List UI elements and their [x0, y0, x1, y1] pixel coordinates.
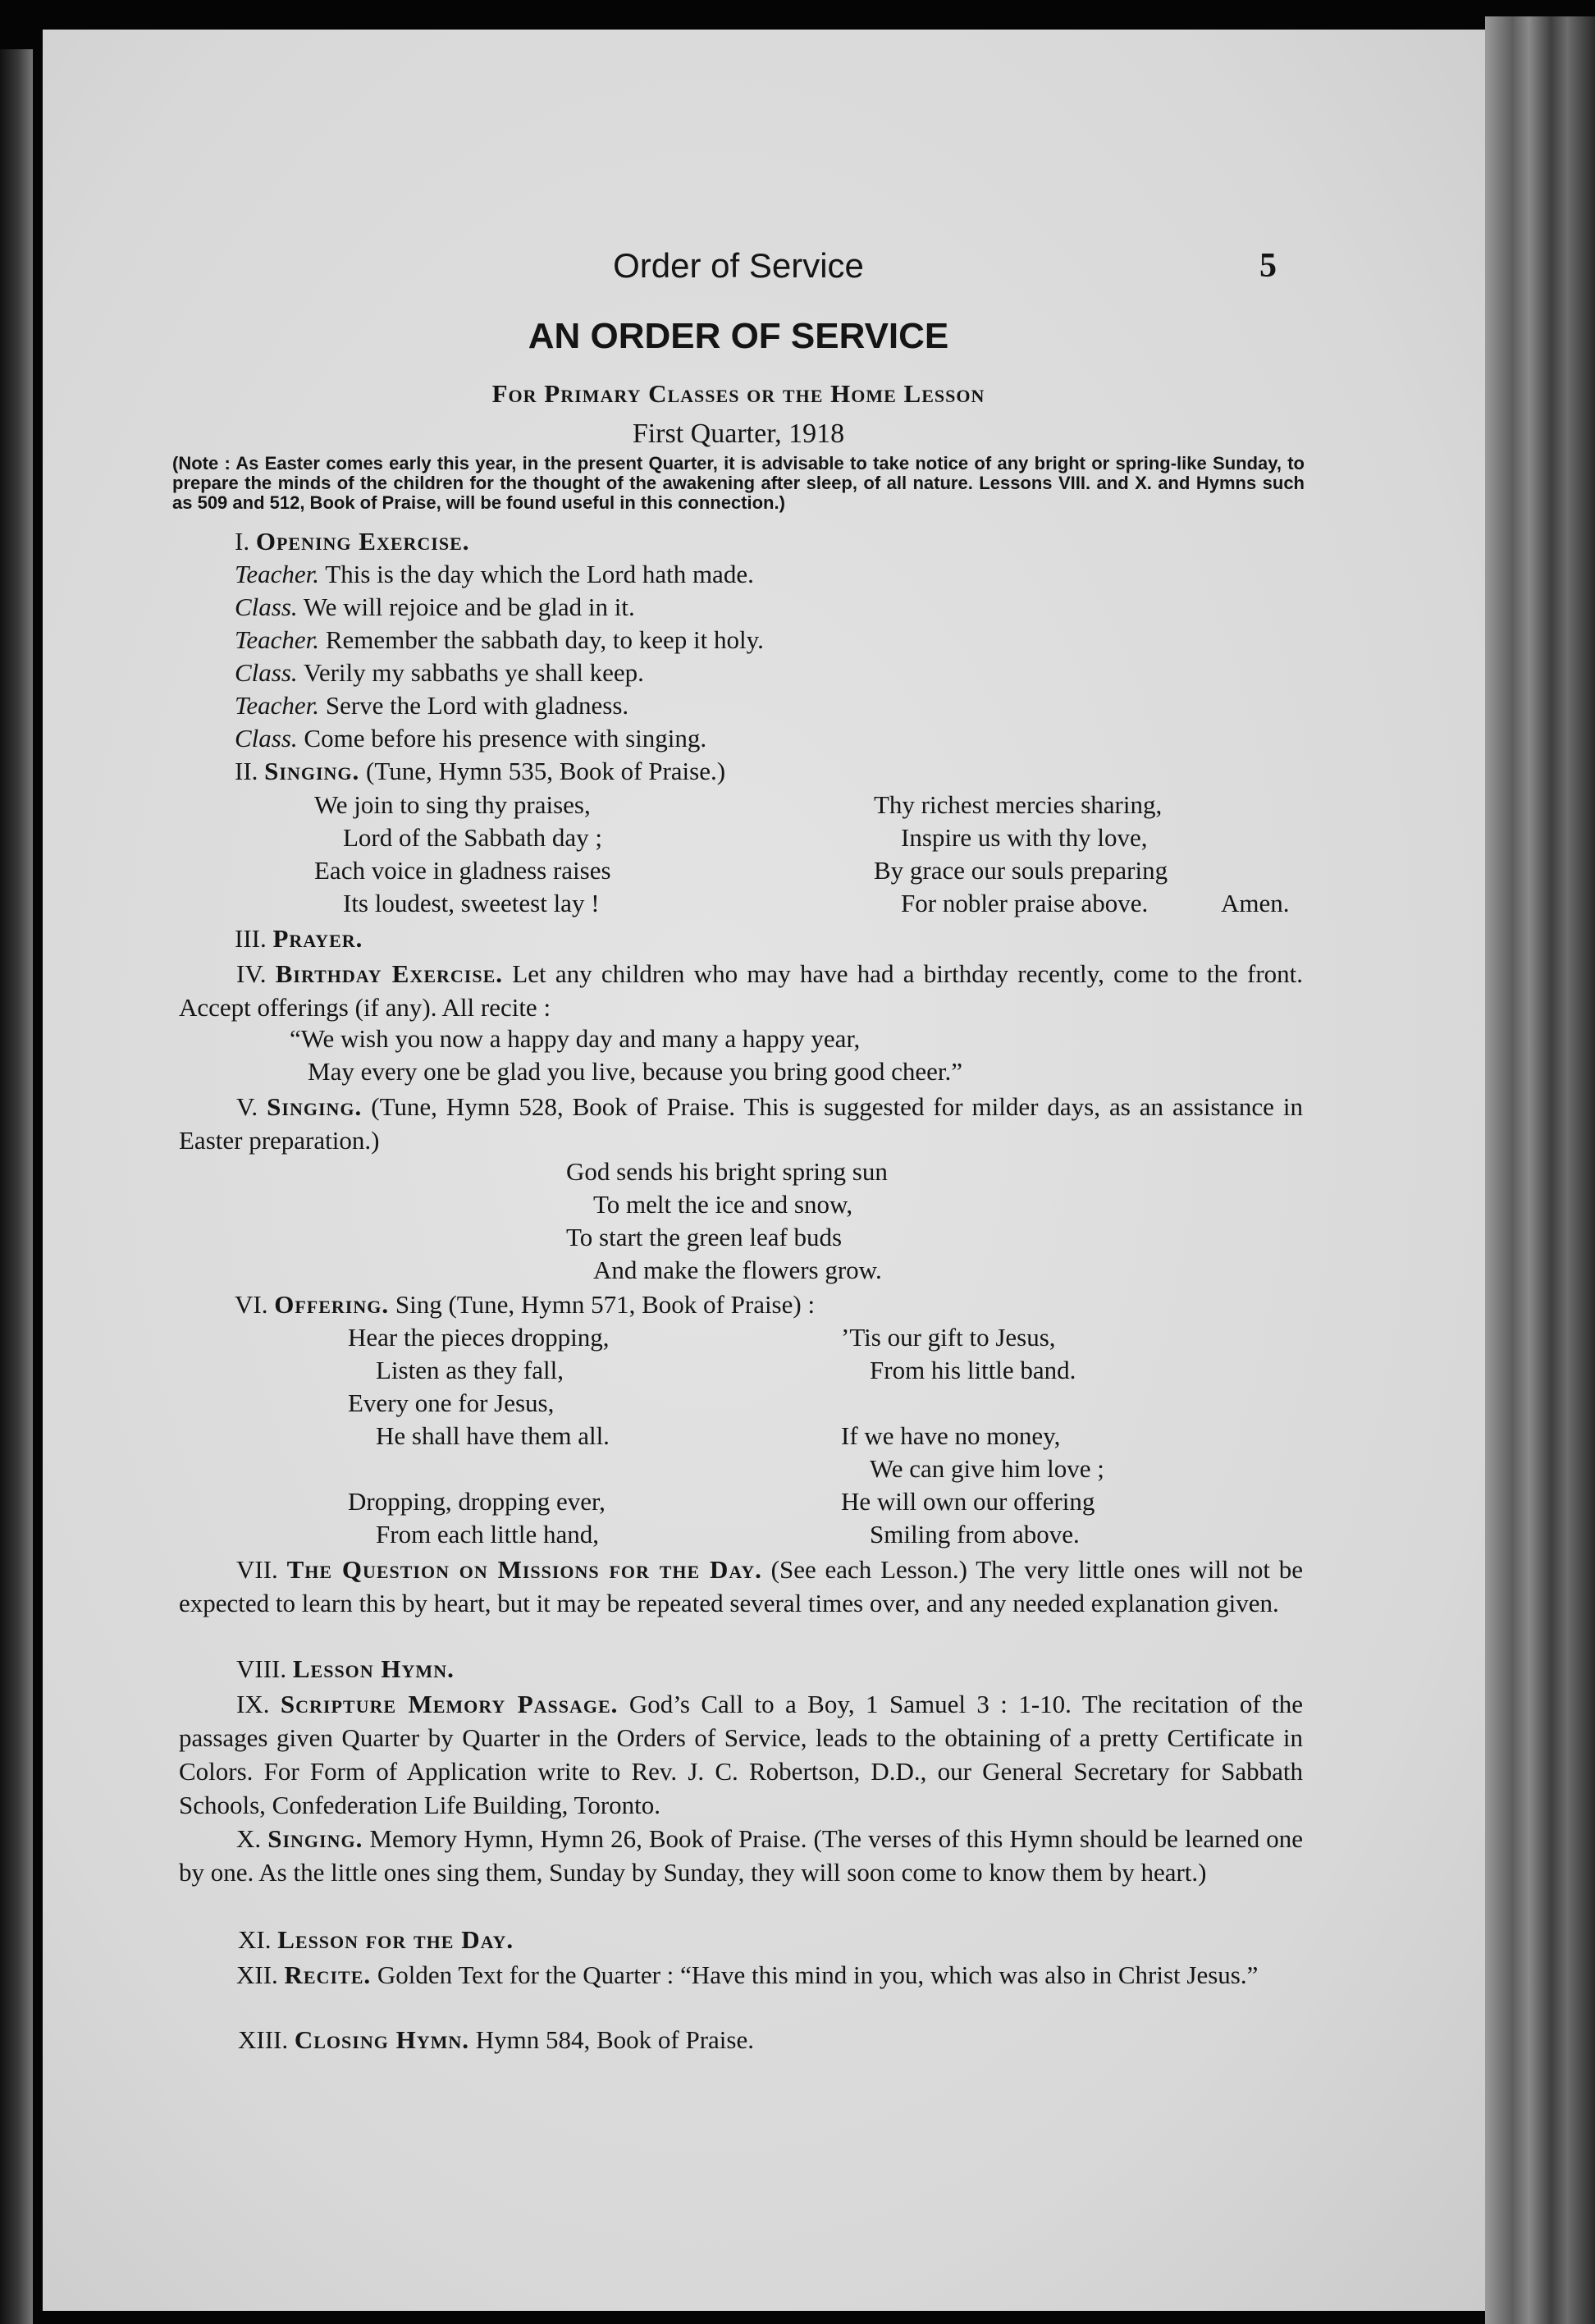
responsive-line — [235, 691, 628, 721]
speaker: Teacher. — [235, 625, 320, 654]
section-heading: Singing. — [264, 757, 360, 785]
speaker: Teacher. — [235, 691, 320, 720]
section-number: VIII. — [236, 1654, 287, 1683]
hymn-line: And make the flowers grow. — [593, 1256, 882, 1284]
section-3 — [235, 924, 363, 954]
section-number: XI. — [238, 1925, 272, 1954]
section-heading: Lesson Hymn. — [292, 1654, 455, 1683]
section-heading: The Question on Missions for the Day. — [286, 1555, 762, 1584]
hymn-line: To melt the ice and snow, — [593, 1190, 853, 1219]
reading: Remember the sabbath day, to keep it holy. — [325, 625, 764, 654]
hymn-line: Its loudest, sweetest lay ! — [343, 889, 600, 917]
section-1 — [235, 527, 470, 556]
section-6 — [235, 1290, 815, 1320]
section-heading: Scripture Memory Passage. — [280, 1690, 619, 1718]
speaker: Class. — [235, 658, 298, 687]
section-number: VI. — [235, 1290, 268, 1319]
section-heading: Opening Exercise. — [255, 527, 470, 556]
section-text: Sing (Tune, Hymn 571, Book of Praise) : — [395, 1290, 816, 1319]
reading: Verily my sabbaths ye shall keep. — [303, 658, 644, 687]
hymn-line: Inspire us with thy love, — [901, 823, 1148, 852]
responsive-line — [235, 625, 764, 655]
note-paragraph: (Note : As Easter comes early this year, in the present Quarter, it is advisable to take notice of any bright or spring-like Sunday, to prepare the minds of the children for the thought of the awakening after sleep, of all nature. Lessons VIII. and X. and Hymns such as 509 and 512, Book of Praise, will be found useful in this connection.) — [172, 453, 1305, 513]
responsive-line — [235, 724, 706, 753]
hymn-line: God sends his bright spring sun — [566, 1157, 888, 1186]
section-12 — [179, 1958, 1303, 1992]
hymn-line: Every one for Jesus, — [348, 1388, 555, 1417]
section-heading: Lesson for the Day. — [277, 1925, 514, 1954]
hymn-line: We join to sing thy praises, — [314, 790, 591, 819]
hymn-line: He will own our offering — [841, 1487, 1095, 1516]
page-number: 5 — [1259, 247, 1277, 285]
section-number: V. — [236, 1092, 258, 1121]
section-heading: Closing Hymn. — [294, 2025, 469, 2054]
hymn-line: By grace our souls preparing — [874, 856, 1168, 885]
hymn-line: We can give him love ; — [870, 1454, 1104, 1483]
reading: Come before his presence with singing. — [304, 724, 707, 753]
section-number: II. — [235, 757, 258, 785]
section-text: Memory Hymn, Hymn 26, Book of Praise. (The verses of this Hymn should be learned one by one. As the little ones sing them, Sunday by Sunday, they will soon come to know them by heart.) — [179, 1824, 1304, 1887]
recitation-line: “We wish you now a happy day and many a happy year, — [290, 1024, 861, 1053]
section-text: Let any children who may have had a birthday recently, come to the front. Accept offerings (if any). All recite : — [179, 959, 1304, 1022]
section-heading: Singing. — [267, 1092, 363, 1121]
section-10 — [179, 1822, 1303, 1889]
speaker: Class. — [235, 724, 298, 753]
hymn-line: From each little hand, — [376, 1520, 600, 1549]
section-2 — [235, 757, 725, 786]
hymn-line: Lord of the Sabbath day ; — [343, 823, 602, 852]
section-text: God’s Call to a Boy, 1 Samuel 3 : 1-10. The recitation of the passages given Quarter by Quarter in the Orders of Service, leads to the obtaining of a pretty Certificate in Colors. For Form of Application write to Rev. J. C. Robertson, D.D., our General Secretary for Sabbath Schools, Confederation Life Building, Toronto. — [179, 1690, 1304, 1819]
hymn-line: Hear the pieces dropping, — [348, 1323, 610, 1352]
section-text: Golden Text for the Quarter : “Have this mind in you, which was also in Christ Jesus.” — [377, 1960, 1259, 1989]
section-text: (Tune, Hymn 535, Book of Praise.) — [366, 757, 726, 785]
hymn-line: To start the green leaf buds — [566, 1223, 843, 1251]
speaker: Teacher. — [235, 560, 320, 588]
responsive-line — [235, 560, 754, 589]
main-title: AN ORDER OF SERVICE — [528, 316, 949, 356]
hymn-line: Dropping, dropping ever, — [348, 1487, 606, 1516]
reading: We will rejoice and be glad in it. — [303, 592, 635, 621]
section-heading: Birthday Exercise. — [275, 959, 504, 988]
section-number: III. — [235, 924, 267, 953]
section-text: (Tune, Hymn 528, Book of Praise. This is suggested for milder days, as an assistance in Easter preparation.) — [179, 1092, 1304, 1155]
section-text: (See each Lesson.) The very little ones will not be expected to learn this by heart, but it may be repeated several times over, and any needed explanation given. — [179, 1555, 1303, 1617]
section-heading: Prayer. — [272, 924, 363, 953]
section-number: XII. — [236, 1960, 278, 1989]
hymn-line: He shall have them all. — [376, 1421, 610, 1450]
section-7 — [179, 1553, 1303, 1620]
hymn-line: Thy richest mercies sharing, — [874, 790, 1163, 819]
running-header: Order of Service — [613, 246, 864, 285]
hymn-line: For nobler praise above. — [901, 889, 1149, 917]
hymn-amen: Amen. — [1221, 889, 1290, 917]
reading: Serve the Lord with gladness. — [325, 691, 629, 720]
reading: This is the day which the Lord hath made. — [325, 560, 754, 588]
recitation-line: May every one be glad you live, because you bring good cheer.” — [308, 1057, 962, 1086]
section-heading: Recite. — [284, 1960, 372, 1989]
responsive-line — [235, 658, 644, 688]
section-number: XIII. — [238, 2025, 289, 2054]
section-11 — [238, 1925, 514, 1955]
quarter-line: First Quarter, 1918 — [632, 419, 845, 449]
hymn-line: From his little band. — [870, 1356, 1076, 1384]
section-4 — [179, 957, 1303, 1024]
section-number: IX. — [236, 1690, 270, 1718]
section-number: VII. — [236, 1555, 278, 1584]
hymn-line: Smiling from above. — [870, 1520, 1080, 1549]
hymn-line: If we have no money, — [841, 1421, 1061, 1450]
section-9 — [179, 1687, 1303, 1822]
section-5 — [179, 1090, 1303, 1157]
section-heading: Singing. — [267, 1824, 363, 1853]
section-13 — [238, 2025, 754, 2055]
section-number: I. — [235, 527, 250, 556]
responsive-line — [235, 592, 635, 622]
subtitle: For Primary Classes or the Home Lesson — [491, 379, 985, 408]
hymn-line: Listen as they fall, — [376, 1356, 564, 1384]
hymn-line: Each voice in gladness raises — [314, 856, 611, 885]
section-heading: Offering. — [274, 1290, 390, 1319]
section-number: IV. — [236, 959, 267, 988]
hymn-line: ’Tis our gift to Jesus, — [841, 1323, 1056, 1352]
speaker: Class. — [235, 592, 298, 621]
section-text: Hymn 584, Book of Praise. — [475, 2025, 754, 2054]
section-8 — [236, 1654, 455, 1684]
section-number: X. — [236, 1824, 262, 1853]
